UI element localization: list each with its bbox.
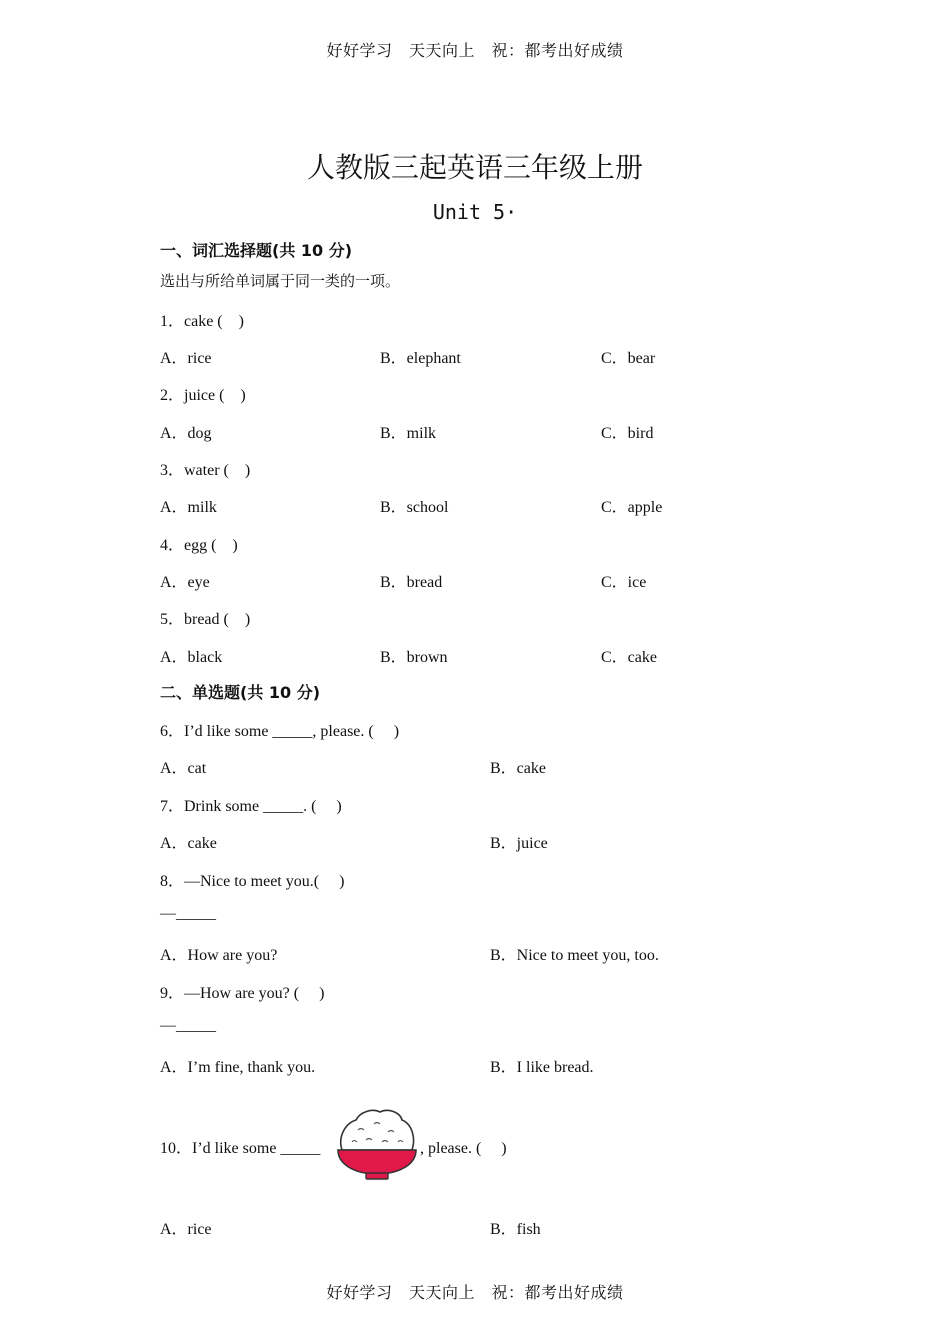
q1-option-a: A．rice	[160, 350, 212, 367]
section2-heading: 二、单选题(共 10 分)	[160, 683, 321, 702]
page-subtitle: Unit 5·	[432, 200, 518, 224]
q1-option-b: B．elephant	[380, 350, 461, 367]
q7-stem: 7．Drink some _____. ( )	[160, 798, 342, 815]
q4-option-c: C．ice	[601, 574, 647, 591]
page-header: 好好学习 天天向上 祝：都考出好成绩	[326, 41, 624, 60]
q6-option-a: A．cat	[160, 760, 207, 777]
q10-stem-before: 10．I’d like some _____	[160, 1140, 321, 1157]
section1-heading: 一、词汇选择题(共 10 分)	[160, 241, 353, 260]
q9-reply: —_____	[160, 1017, 216, 1034]
q6-option-b: B．cake	[490, 760, 546, 777]
q10-stem-after: , please. ( )	[420, 1140, 507, 1157]
q4-option-a: A．eye	[160, 574, 210, 591]
q4-option-b: B．bread	[380, 574, 443, 591]
q2-option-c: C．bird	[601, 425, 654, 442]
q5-option-b: B．brown	[380, 649, 448, 666]
q3-option-a: A．milk	[160, 499, 217, 516]
q3-option-c: C．apple	[601, 499, 663, 516]
section1-instruction: 选出与所给单词属于同一类的一项。	[160, 272, 401, 290]
q9-option-b: B．I like bread.	[490, 1059, 594, 1076]
q8-stem: 8．—Nice to meet you.( )	[160, 873, 345, 890]
page-footer: 好好学习 天天向上 祝：都考出好成绩	[326, 1283, 624, 1302]
q10-option-a: A．rice	[160, 1221, 212, 1238]
q3-option-b: B．school	[380, 499, 449, 516]
q9-stem: 9．—How are you? ( )	[160, 985, 325, 1002]
q8-reply: —_____	[160, 905, 216, 922]
q4-stem: 4．egg ( )	[160, 537, 238, 554]
q10-option-b: B．fish	[490, 1221, 541, 1238]
q7-option-b: B．juice	[490, 835, 548, 852]
q2-stem: 2．juice ( )	[160, 387, 246, 404]
q5-option-c: C．cake	[601, 649, 657, 666]
q1-stem: 1．cake ( )	[160, 313, 244, 330]
page-title: 人教版三起英语三年级上册	[306, 151, 643, 184]
q1-option-c: C．bear	[601, 350, 656, 367]
rice-bowl-icon	[336, 1108, 418, 1184]
q8-option-b: B．Nice to meet you, too.	[490, 947, 659, 964]
q7-option-a: A．cake	[160, 835, 217, 852]
q2-option-b: B．milk	[380, 425, 437, 442]
q6-stem: 6．I’d like some _____, please. ( )	[160, 723, 400, 740]
q5-option-a: A．black	[160, 649, 223, 666]
q8-option-a: A．How are you?	[160, 947, 278, 964]
q2-option-a: A．dog	[160, 425, 212, 442]
q3-stem: 3．water ( )	[160, 462, 251, 479]
q5-stem: 5．bread ( )	[160, 611, 251, 628]
q9-option-a: A．I’m fine, thank you.	[160, 1059, 316, 1076]
